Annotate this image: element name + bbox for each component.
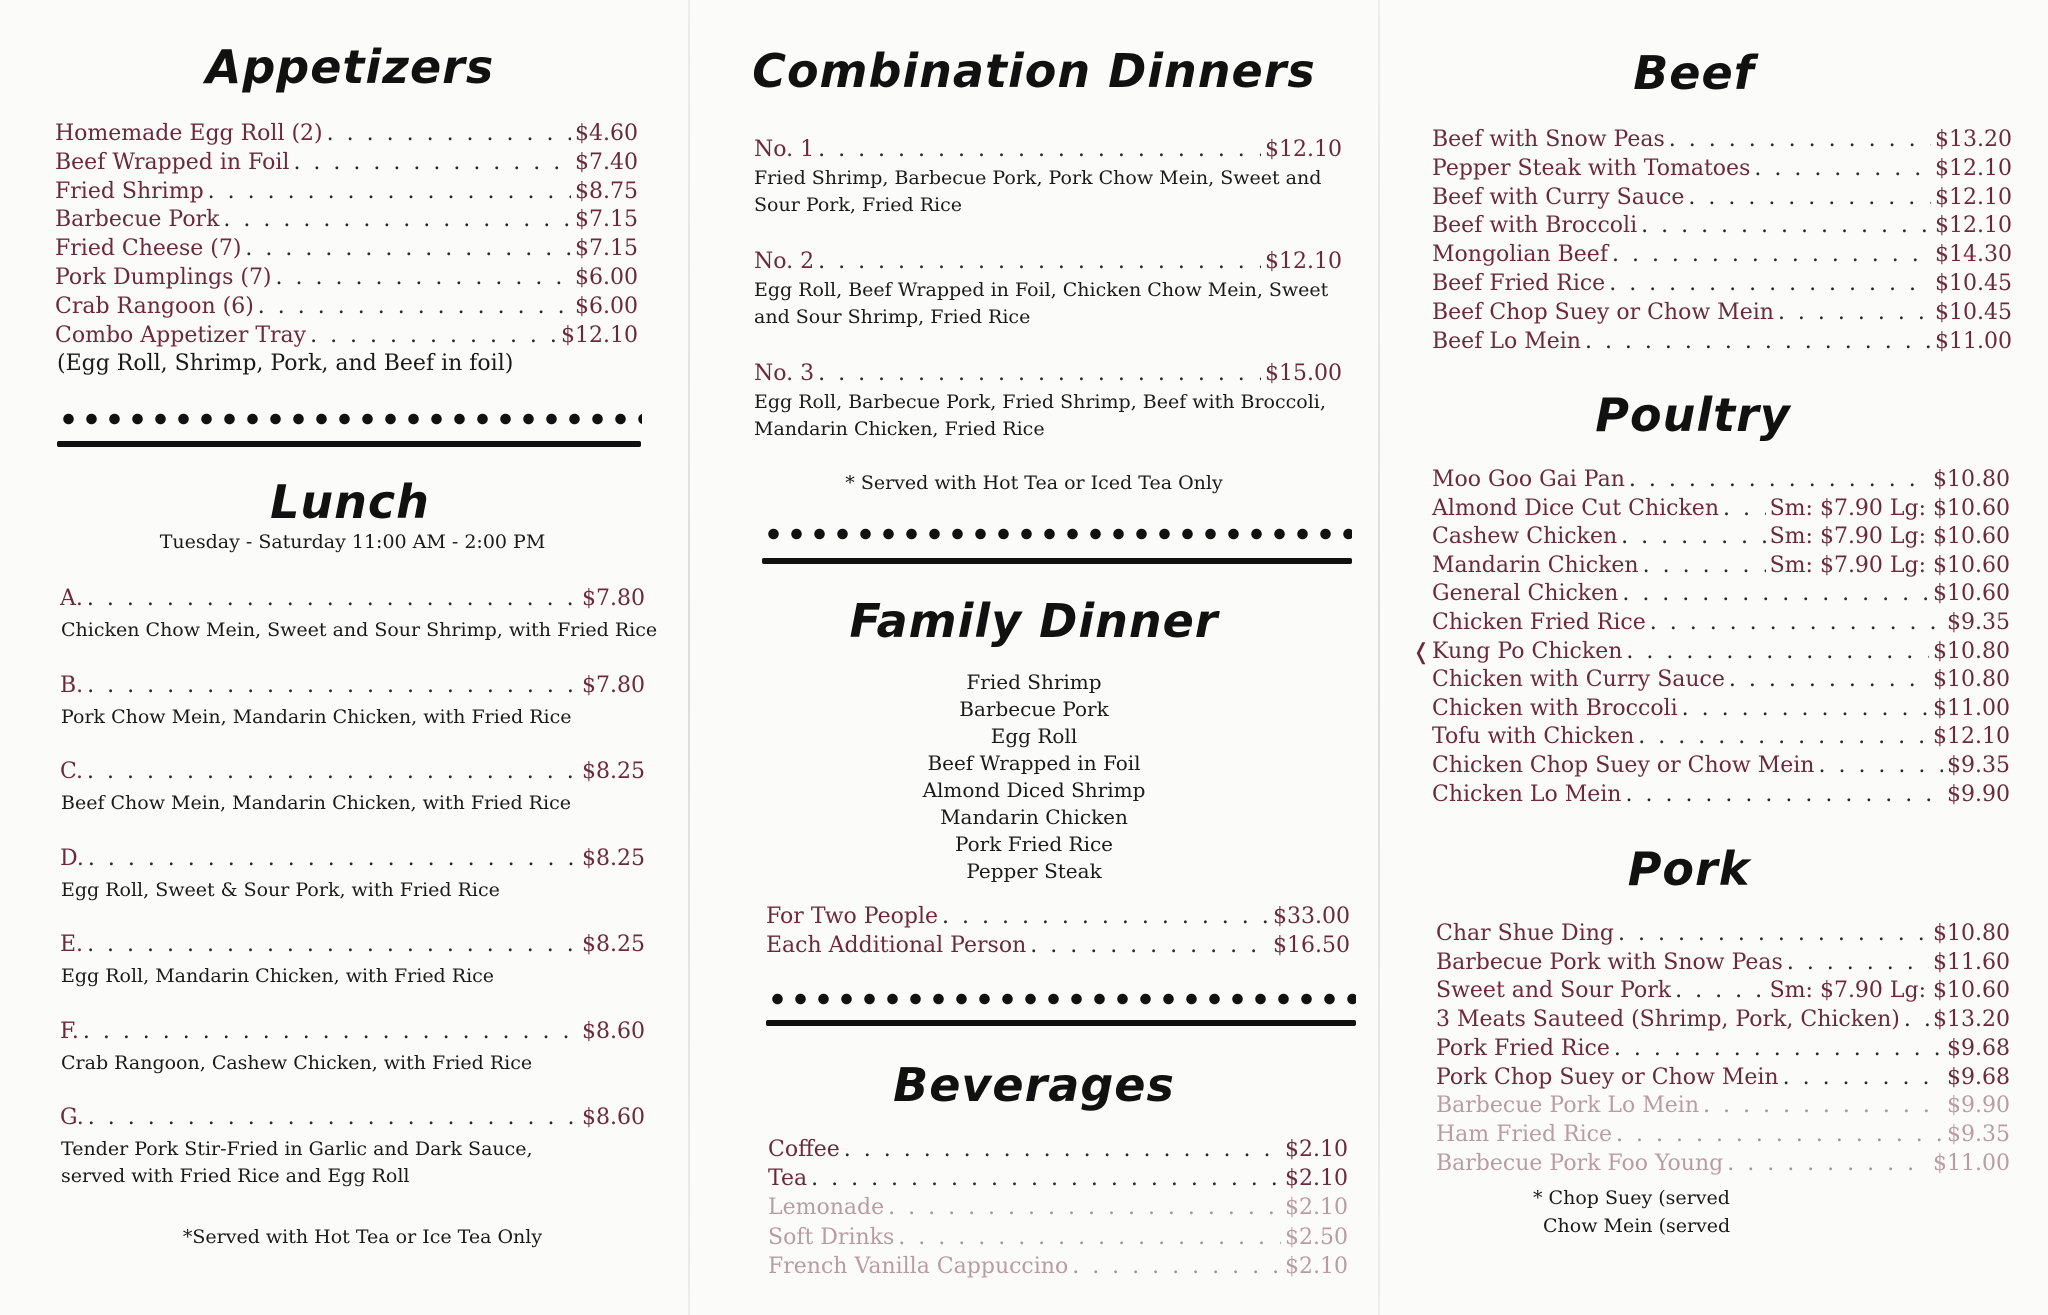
item-name: Chicken Lo Mein <box>1432 781 1622 807</box>
item-price: $12.10 <box>561 322 638 348</box>
leader-dots <box>87 672 578 700</box>
menu-item-row <box>1432 523 2010 551</box>
leader-dots <box>245 235 571 263</box>
leader-dots <box>1614 1035 1943 1063</box>
family-heading: Family Dinner <box>849 594 1219 648</box>
item-name: Pork Dumplings (7) <box>55 265 272 290</box>
menu-item-row <box>766 932 1350 960</box>
item-description: Sour Pork, Fried Rice <box>754 194 962 216</box>
item-name: Fried Cheese (7) <box>55 236 242 262</box>
leader-dots <box>258 293 571 321</box>
item-price: $4.60 <box>575 121 638 146</box>
menu-item-row <box>1432 552 2010 580</box>
leader-dots <box>87 758 578 786</box>
menu-item-row <box>60 672 645 700</box>
dotted-divider <box>766 991 1356 1007</box>
menu-item-row <box>1436 949 2010 977</box>
item-name: Homemade Egg Roll (2) <box>55 121 323 146</box>
leader-dots <box>811 1165 1281 1193</box>
item-name: Chicken Chop Suey or Chow Mein <box>1432 753 1815 778</box>
leader-dots <box>898 1224 1281 1252</box>
leader-dots <box>1787 949 1929 977</box>
lunch-heading: Lunch <box>270 475 430 529</box>
item-price: $11.00 <box>1933 1150 2010 1176</box>
menu-item-row <box>1432 126 2012 154</box>
item-price: $2.10 <box>1285 1137 1348 1162</box>
menu-item-row <box>768 1194 1348 1222</box>
item-price: $9.90 <box>1947 1093 2010 1119</box>
menu-item-row <box>60 758 645 786</box>
combo-tray-note: (Egg Roll, Shrimp, Pork, and Beef in foil) <box>57 351 514 376</box>
item-name: 3 Meats Sauteed (Shrimp, Pork, Chicken) <box>1436 1007 1900 1033</box>
menu-item-row <box>1432 270 2012 298</box>
menu-item-row <box>60 931 645 959</box>
item-price: $7.15 <box>575 236 638 262</box>
item-description: Egg Roll, Beef Wrapped in Foil, Chicken Chow Mein, Sweet <box>754 279 1329 301</box>
leader-dots <box>1727 1150 1929 1178</box>
left-column <box>0 0 688 1315</box>
item-price: $2.10 <box>1285 1166 1348 1192</box>
item-name: Each Additional Person <box>766 933 1027 958</box>
rule-divider <box>762 558 1352 564</box>
item-price: $33.00 <box>1273 904 1350 929</box>
family-dish: Fried Shrimp <box>966 670 1102 694</box>
leader-dots <box>1030 932 1269 960</box>
family-items <box>690 669 1378 885</box>
item-name: Lemonade <box>768 1195 885 1221</box>
dotted-divider <box>57 411 642 427</box>
menu-item-row <box>60 1018 645 1046</box>
item-price: $13.20 <box>1935 127 2012 152</box>
leader-dots <box>327 120 571 148</box>
menu-item-row <box>1432 723 2010 751</box>
leader-dots <box>818 248 1261 276</box>
item-price: $7.80 <box>582 672 645 698</box>
leader-dots <box>1675 977 1765 1005</box>
item-price: Sm: $7.90 Lg: $10.60 <box>1769 978 2010 1004</box>
item-name: A. <box>60 586 83 611</box>
item-price: $10.80 <box>1933 921 2010 946</box>
item-name: Pork Chop Suey or Chow Mein <box>1436 1064 1779 1090</box>
leader-dots <box>1682 695 1929 723</box>
menu-item-row <box>55 293 638 321</box>
menu-item-row <box>60 585 645 613</box>
pork-heading: Pork <box>1627 842 1751 896</box>
item-description: Tender Pork Stir-Fried in Garlic and Dark Sauce, <box>61 1138 533 1160</box>
combination-heading: Combination Dinners <box>752 44 1316 98</box>
leader-dots <box>87 585 578 613</box>
leader-dots <box>1904 1006 1929 1034</box>
menu-item-row <box>55 264 638 292</box>
item-name: Almond Dice Cut Chicken <box>1432 495 1719 521</box>
leader-dots <box>1616 1121 1943 1149</box>
menu-item-row <box>768 1224 1348 1252</box>
item-name: Tea <box>768 1166 808 1192</box>
menu-item-row <box>1436 977 2010 1005</box>
leader-dots <box>844 1136 1281 1164</box>
item-name: C. <box>60 759 84 784</box>
item-price: $6.00 <box>575 265 638 290</box>
item-price: $10.45 <box>1935 271 2012 296</box>
item-price: $16.50 <box>1273 933 1350 958</box>
menu-item-row <box>754 136 1342 164</box>
item-price: $9.35 <box>1947 1121 2010 1147</box>
item-name: Soft Drinks <box>768 1224 895 1250</box>
item-description: Egg Roll, Barbecue Pork, Fried Shrimp, Beef with Broccoli, <box>754 391 1326 413</box>
item-name: B. <box>60 672 84 698</box>
item-price: $9.35 <box>1947 753 2010 778</box>
item-price: $7.80 <box>582 586 645 611</box>
lunch-note: *Served with Hot Tea or Ice Tea Only <box>182 1226 543 1248</box>
menu-item-row <box>1432 580 2010 608</box>
leader-dots <box>223 206 571 234</box>
beef-heading: Beef <box>1633 46 1755 100</box>
leader-dots <box>293 149 571 177</box>
menu-item-row <box>754 360 1342 388</box>
leader-dots <box>276 264 571 292</box>
menu-item-row <box>60 845 645 873</box>
item-name: D. <box>60 845 84 871</box>
item-name: Beef with Broccoli <box>1432 213 1638 239</box>
item-price: $12.10 <box>1265 249 1342 274</box>
item-name: Sweet and Sour Pork <box>1436 978 1672 1004</box>
leader-dots <box>1618 920 1929 948</box>
family-dish: Pepper Steak <box>966 859 1102 883</box>
item-description: and Sour Shrimp, Fried Rice <box>754 306 1031 328</box>
menu-item-row <box>55 322 638 350</box>
leader-dots <box>1638 723 1929 751</box>
item-description: Beef Chow Mein, Mandarin Chicken, with Fried Rice <box>61 792 571 814</box>
item-description: Mandarin Chicken, Fried Rice <box>754 418 1045 440</box>
menu-item-row <box>1432 184 2012 212</box>
item-price: $8.60 <box>582 1105 645 1130</box>
leader-dots <box>208 178 571 206</box>
leader-dots <box>310 322 557 350</box>
item-price: $2.10 <box>1285 1253 1348 1279</box>
item-name: G. <box>60 1105 84 1130</box>
leader-dots <box>1754 155 1931 183</box>
item-price: $10.80 <box>1933 638 2010 664</box>
item-name: For Two People <box>766 904 938 929</box>
menu-item-row <box>768 1165 1348 1193</box>
item-price: Sm: $7.90 Lg: $10.60 <box>1769 524 2010 550</box>
item-description: Chicken Chow Mein, Sweet and Sour Shrimp, with Fried Rice <box>61 619 658 641</box>
chop-suey-note: * Chop Suey (served <box>1533 1187 1730 1209</box>
item-price: $12.10 <box>1265 137 1342 162</box>
item-name: Pork Fried Rice <box>1436 1035 1610 1061</box>
item-price: $6.00 <box>575 293 638 319</box>
leader-dots <box>1629 466 1929 494</box>
item-name: Mongolian Beef <box>1432 242 1608 268</box>
family-dish: Barbecue Pork <box>959 697 1109 721</box>
item-price: $14.30 <box>1935 242 2012 268</box>
leader-dots <box>1729 666 1929 694</box>
item-name: Char Shue Ding <box>1436 921 1614 946</box>
menu-item-row <box>1432 781 2010 809</box>
item-price: $8.60 <box>582 1018 645 1044</box>
item-price: Sm: $7.90 Lg: $10.60 <box>1769 495 2010 521</box>
item-price: $11.00 <box>1935 328 2012 354</box>
item-price: $9.68 <box>1947 1064 2010 1090</box>
item-name: Beef Fried Rice <box>1432 271 1606 296</box>
item-name: No. 2 <box>754 249 815 274</box>
leader-dots <box>818 136 1261 164</box>
leader-dots <box>83 1018 578 1046</box>
rule-divider <box>57 441 641 447</box>
item-name: E. <box>60 932 84 957</box>
item-description: Egg Roll, Sweet & Sour Pork, with Fried Rice <box>61 878 500 901</box>
item-price: $12.10 <box>1935 184 2012 210</box>
menu-item-row <box>1436 1035 2010 1063</box>
item-name: Ham Fried Rice <box>1436 1121 1613 1147</box>
leader-dots <box>1778 299 1931 327</box>
menu-item-row <box>1432 155 2012 183</box>
item-name: Beef Lo Mein <box>1432 328 1581 354</box>
family-dish: Almond Diced Shrimp <box>922 778 1146 802</box>
menu-item-row <box>1432 695 2010 723</box>
item-price: $2.50 <box>1285 1224 1348 1250</box>
item-price: $11.00 <box>1933 695 2010 721</box>
item-price: $15.00 <box>1265 361 1342 386</box>
item-price: $9.68 <box>1947 1035 2010 1061</box>
leader-dots <box>1818 752 1943 780</box>
item-name: No. 3 <box>754 361 815 386</box>
family-dish: Mandarin Chicken <box>940 805 1128 829</box>
leader-dots <box>1723 495 1766 523</box>
menu-item-row <box>1432 752 2010 780</box>
item-price: Sm: $7.90 Lg: $10.60 <box>1769 552 2010 578</box>
item-price: $8.25 <box>582 845 645 871</box>
item-price: $9.90 <box>1947 781 2010 807</box>
menu-item-row <box>55 120 638 148</box>
menu-item-row <box>1436 1064 2010 1092</box>
item-name: Beef Wrapped in Foil <box>55 149 290 175</box>
leader-dots <box>88 1104 578 1132</box>
family-dish: Egg Roll <box>990 724 1078 748</box>
leader-dots <box>88 845 578 873</box>
menu-item-row <box>768 1136 1348 1164</box>
leader-dots <box>1585 328 1931 356</box>
menu-item-row <box>1436 1121 2010 1149</box>
menu-item-row <box>55 149 638 177</box>
leader-dots <box>1625 781 1943 809</box>
item-price: $9.35 <box>1947 610 2010 635</box>
menu-item-row <box>1432 638 2010 666</box>
family-dish: Pork Fried Rice <box>954 832 1114 856</box>
item-name: Coffee <box>768 1137 840 1162</box>
item-name: Barbecue Pork Lo Mein <box>1436 1093 1700 1119</box>
leader-dots <box>1626 638 1929 666</box>
item-price: $12.10 <box>1935 155 2012 181</box>
item-price: $10.80 <box>1933 667 2010 693</box>
item-name: Kung Po Chicken <box>1432 638 1623 664</box>
item-name: Chicken with Broccoli <box>1432 695 1678 721</box>
appetizers-heading: Appetizers <box>205 40 495 94</box>
item-price: $8.75 <box>575 178 638 204</box>
leader-dots <box>942 903 1269 931</box>
menu-item-row <box>60 1104 645 1132</box>
leader-dots <box>1643 552 1766 580</box>
item-name: Beef with Snow Peas <box>1432 127 1665 152</box>
menu-item-row <box>766 903 1350 931</box>
item-name: Barbecue Pork Foo Young <box>1436 1150 1724 1176</box>
leader-dots <box>1641 212 1931 240</box>
leader-dots <box>1612 241 1931 269</box>
item-name: Barbecue Pork with Snow Peas <box>1436 949 1783 975</box>
menu-item-row <box>1432 609 2010 637</box>
menu-item-row <box>1432 241 2012 269</box>
family-dish: Beef Wrapped in Foil <box>927 751 1141 775</box>
item-description: served with Fried Rice and Egg Roll <box>61 1165 410 1187</box>
menu-item-row <box>1436 920 2010 948</box>
item-price: $12.10 <box>1933 724 2010 750</box>
leader-dots <box>1621 523 1765 551</box>
item-name: Tofu with Chicken <box>1432 724 1635 750</box>
item-name: Combo Appetizer Tray <box>55 322 307 348</box>
leader-dots <box>888 1194 1281 1222</box>
item-name: Chicken with Curry Sauce <box>1432 667 1725 693</box>
leader-dots <box>1650 609 1943 637</box>
menu-item-row <box>768 1253 1348 1281</box>
leader-dots <box>1688 184 1931 212</box>
item-description: Crab Rangoon, Cashew Chicken, with Fried Rice <box>61 1051 533 1074</box>
item-name: Barbecue Pork <box>55 207 220 233</box>
item-description: Fried Shrimp, Barbecue Pork, Pork Chow Mein, Sweet and <box>754 167 1322 189</box>
item-price: $10.80 <box>1933 467 2010 492</box>
item-price: $8.25 <box>582 932 645 957</box>
item-name: Mandarin Chicken <box>1432 552 1639 578</box>
item-name: F. <box>60 1018 79 1044</box>
item-name: Moo Goo Gai Pan <box>1432 467 1625 492</box>
item-description: Pork Chow Mein, Mandarin Chicken, with Fried Rice <box>61 705 572 728</box>
leader-dots <box>1622 580 1929 608</box>
menu-item-row <box>1436 1092 2010 1120</box>
item-price: $7.40 <box>575 149 638 175</box>
item-price: $11.60 <box>1933 949 2010 975</box>
menu-item-row <box>55 178 638 206</box>
item-price: $10.45 <box>1935 299 2012 325</box>
menu-item-row <box>1432 299 2012 327</box>
right-column <box>1380 0 2048 1315</box>
leader-dots <box>1072 1253 1281 1281</box>
menu-item-row <box>1436 1006 2010 1034</box>
item-name: Beef with Curry Sauce <box>1432 184 1685 210</box>
leader-dots <box>1609 270 1931 298</box>
item-name: Chicken Fried Rice <box>1432 610 1646 635</box>
chili-pepper-icon: ❬ <box>1412 640 1431 665</box>
rule-divider <box>766 1020 1356 1026</box>
leader-dots <box>1669 126 1931 154</box>
menu-item-row <box>1432 212 2012 240</box>
item-name: Cashew Chicken <box>1432 524 1618 550</box>
menu-item-row <box>1432 495 2010 523</box>
leader-dots <box>1783 1064 1943 1092</box>
item-name: Crab Rangoon (6) <box>55 293 254 319</box>
chow-mein-note: Chow Mein (served <box>1543 1215 1731 1237</box>
item-name: Fried Shrimp <box>55 178 204 204</box>
menu-item-row <box>1432 666 2010 694</box>
item-name: No. 1 <box>754 137 815 162</box>
item-price: $2.10 <box>1285 1195 1348 1221</box>
menu-item-row <box>1436 1150 2010 1178</box>
item-name: French Vanilla Cappuccino <box>768 1253 1069 1279</box>
leader-dots <box>1703 1092 1943 1120</box>
menu-item-row <box>1432 466 2010 494</box>
menu-item-row <box>55 235 638 263</box>
lunch-hours: Tuesday - Saturday 11:00 AM - 2:00 PM <box>159 531 546 553</box>
item-name: General Chicken <box>1432 581 1619 607</box>
middle-column <box>690 0 1378 1315</box>
menu-item-row <box>55 206 638 234</box>
menu-item-row <box>1432 328 2012 356</box>
menu-item-row <box>754 248 1342 276</box>
item-price: $13.20 <box>1933 1007 2010 1033</box>
item-name: Pepper Steak with Tomatoes <box>1432 155 1751 181</box>
item-price: $7.15 <box>575 207 638 233</box>
poultry-heading: Poultry <box>1595 388 1791 442</box>
combination-note: * Served with Hot Tea or Iced Tea Only <box>845 472 1223 494</box>
item-description: Egg Roll, Mandarin Chicken, with Fried Rice <box>61 965 495 987</box>
leader-dots <box>818 360 1261 388</box>
dotted-divider <box>762 526 1352 542</box>
beverages-heading: Beverages <box>893 1058 1175 1112</box>
item-price: $10.60 <box>1933 581 2010 607</box>
item-price: $12.10 <box>1935 213 2012 239</box>
item-name: Beef Chop Suey or Chow Mein <box>1432 299 1774 325</box>
item-price: $8.25 <box>582 759 645 784</box>
leader-dots <box>87 931 578 959</box>
